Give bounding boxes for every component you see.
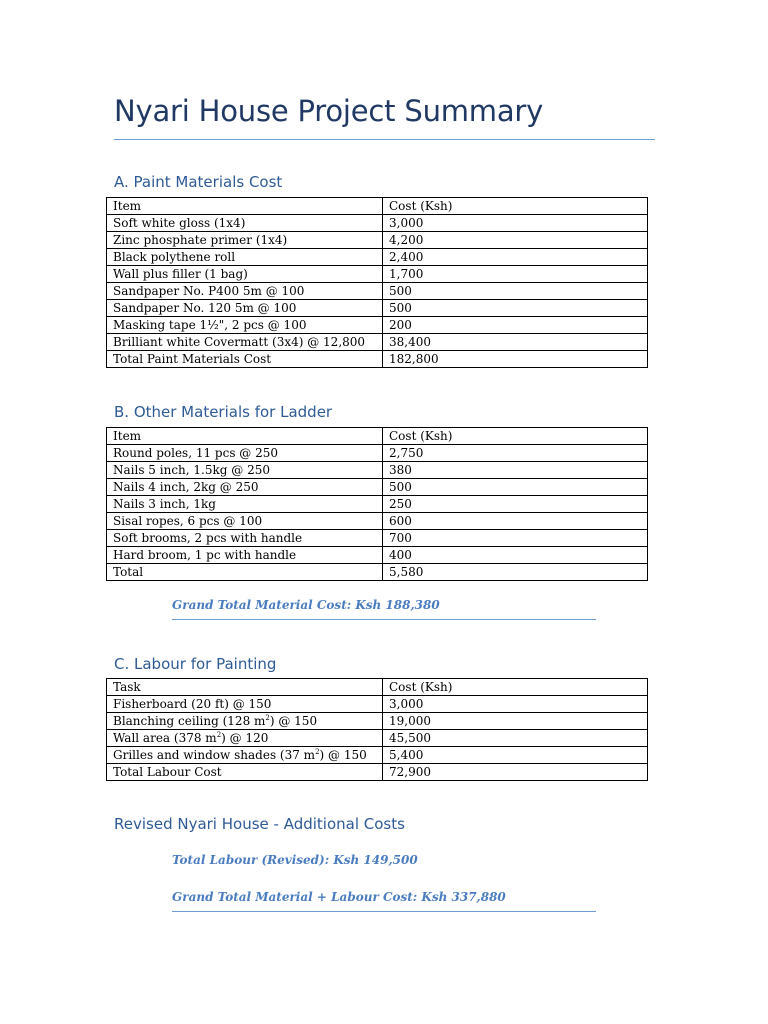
item-cell: Total Paint Materials Cost <box>107 351 383 368</box>
column-header-item: Item <box>107 428 383 445</box>
task-text: Fisherboard (20 ft) @ 150 <box>113 696 272 711</box>
title-divider <box>114 139 655 140</box>
cost-cell: 2,400 <box>383 249 648 266</box>
table-row <box>107 730 648 747</box>
table-row <box>107 696 648 713</box>
table-row <box>107 547 648 564</box>
page-title: Nyari House Project Summary <box>114 94 544 128</box>
table-header-row <box>107 679 648 696</box>
task-cell <box>107 764 383 781</box>
cost-cell: 600 <box>383 513 648 530</box>
table-header-row <box>107 198 648 215</box>
table-row <box>107 249 648 266</box>
item-cell: Nails 5 inch, 1.5kg @ 250 <box>107 462 383 479</box>
table-row <box>107 300 648 317</box>
unit-exponent: 2 <box>216 730 222 739</box>
table-header-row <box>107 428 648 445</box>
item-cell: Sisal ropes, 6 pcs @ 100 <box>107 513 383 530</box>
revised-labour-note: Total Labour (Revised): Ksh 149,500 <box>172 853 418 867</box>
labour-table <box>106 678 648 781</box>
task-text: Grilles and window shades (37 m <box>113 747 316 762</box>
task-cell <box>107 747 383 764</box>
column-header-item: Item <box>107 198 383 215</box>
table-row <box>107 462 648 479</box>
column-header-task: Task <box>107 679 383 696</box>
task-text-rest: ) @ 150 <box>269 713 318 728</box>
item-cell: Brilliant white Covermatt (3x4) @ 12,800 <box>107 334 383 351</box>
cost-cell: 200 <box>383 317 648 334</box>
cost-cell: 38,400 <box>383 334 648 351</box>
cost-cell: 5,400 <box>383 747 648 764</box>
cost-cell: 250 <box>383 496 648 513</box>
note-divider <box>172 911 596 912</box>
revised-heading: Revised Nyari House - Additional Costs <box>114 815 405 833</box>
cost-cell: 182,800 <box>383 351 648 368</box>
section-c-heading: C. Labour for Painting <box>114 655 277 673</box>
task-text: Total Labour Cost <box>113 764 222 779</box>
item-cell: Soft brooms, 2 pcs with handle <box>107 530 383 547</box>
table-row <box>107 232 648 249</box>
item-cell: Wall plus filler (1 bag) <box>107 266 383 283</box>
table-row <box>107 215 648 232</box>
cost-cell: 72,900 <box>383 764 648 781</box>
cost-cell: 400 <box>383 547 648 564</box>
grand-total-note: Grand Total Material + Labour Cost: Ksh 337,880 <box>172 890 506 904</box>
paint-materials-table <box>106 197 648 368</box>
cost-cell: 2,750 <box>383 445 648 462</box>
cost-cell: 700 <box>383 530 648 547</box>
item-cell: Nails 4 inch, 2kg @ 250 <box>107 479 383 496</box>
task-text-rest: ) @ 120 <box>221 730 269 745</box>
table-row <box>107 317 648 334</box>
table-row <box>107 530 648 547</box>
item-cell: Soft white gloss (1x4) <box>107 215 383 232</box>
task-cell <box>107 713 383 730</box>
cost-cell: 5,580 <box>383 564 648 581</box>
task-text: Wall area (378 m <box>113 730 217 745</box>
table-row <box>107 513 648 530</box>
task-text-rest: ) @ 150 <box>319 747 367 762</box>
table-row <box>107 479 648 496</box>
cost-cell: 500 <box>383 300 648 317</box>
task-cell <box>107 696 383 713</box>
column-header-cost: Cost (Ksh) <box>383 198 648 215</box>
cost-cell: 1,700 <box>383 266 648 283</box>
item-cell: Zinc phosphate primer (1x4) <box>107 232 383 249</box>
item-cell: Masking tape 1½", 2 pcs @ 100 <box>107 317 383 334</box>
table-row <box>107 283 648 300</box>
total-row <box>107 564 648 581</box>
section-b-heading: B. Other Materials for Ladder <box>114 403 333 421</box>
section-a-heading: A. Paint Materials Cost <box>114 173 283 191</box>
item-cell: Total <box>107 564 383 581</box>
cost-cell: 19,000 <box>383 713 648 730</box>
item-cell: Hard broom, 1 pc with handle <box>107 547 383 564</box>
table-row <box>107 747 648 764</box>
item-cell: Nails 3 inch, 1kg <box>107 496 383 513</box>
cost-cell: 3,000 <box>383 215 648 232</box>
note-divider <box>172 619 596 620</box>
table-row <box>107 713 648 730</box>
cost-cell: 3,000 <box>383 696 648 713</box>
item-cell: Round poles, 11 pcs @ 250 <box>107 445 383 462</box>
table-row <box>107 496 648 513</box>
item-cell: Sandpaper No. P400 5m @ 100 <box>107 283 383 300</box>
grand-total-material-note: Grand Total Material Cost: Ksh 188,380 <box>172 598 440 612</box>
cost-cell: 500 <box>383 283 648 300</box>
item-cell: Sandpaper No. 120 5m @ 100 <box>107 300 383 317</box>
column-header-cost: Cost (Ksh) <box>383 428 648 445</box>
ladder-materials-table <box>106 427 648 581</box>
unit-exponent: 2 <box>315 747 320 756</box>
task-cell <box>107 730 383 747</box>
table-row <box>107 266 648 283</box>
cost-cell: 380 <box>383 462 648 479</box>
column-header-cost: Cost (Ksh) <box>383 679 648 696</box>
table-row <box>107 334 648 351</box>
table-row <box>107 445 648 462</box>
cost-cell: 500 <box>383 479 648 496</box>
item-cell: Black polythene roll <box>107 249 383 266</box>
task-text: Blanching ceiling (128 m <box>113 713 266 728</box>
unit-exponent: 2 <box>265 713 270 722</box>
total-row <box>107 764 648 781</box>
cost-cell: 45,500 <box>383 730 648 747</box>
total-row <box>107 351 648 368</box>
cost-cell: 4,200 <box>383 232 648 249</box>
